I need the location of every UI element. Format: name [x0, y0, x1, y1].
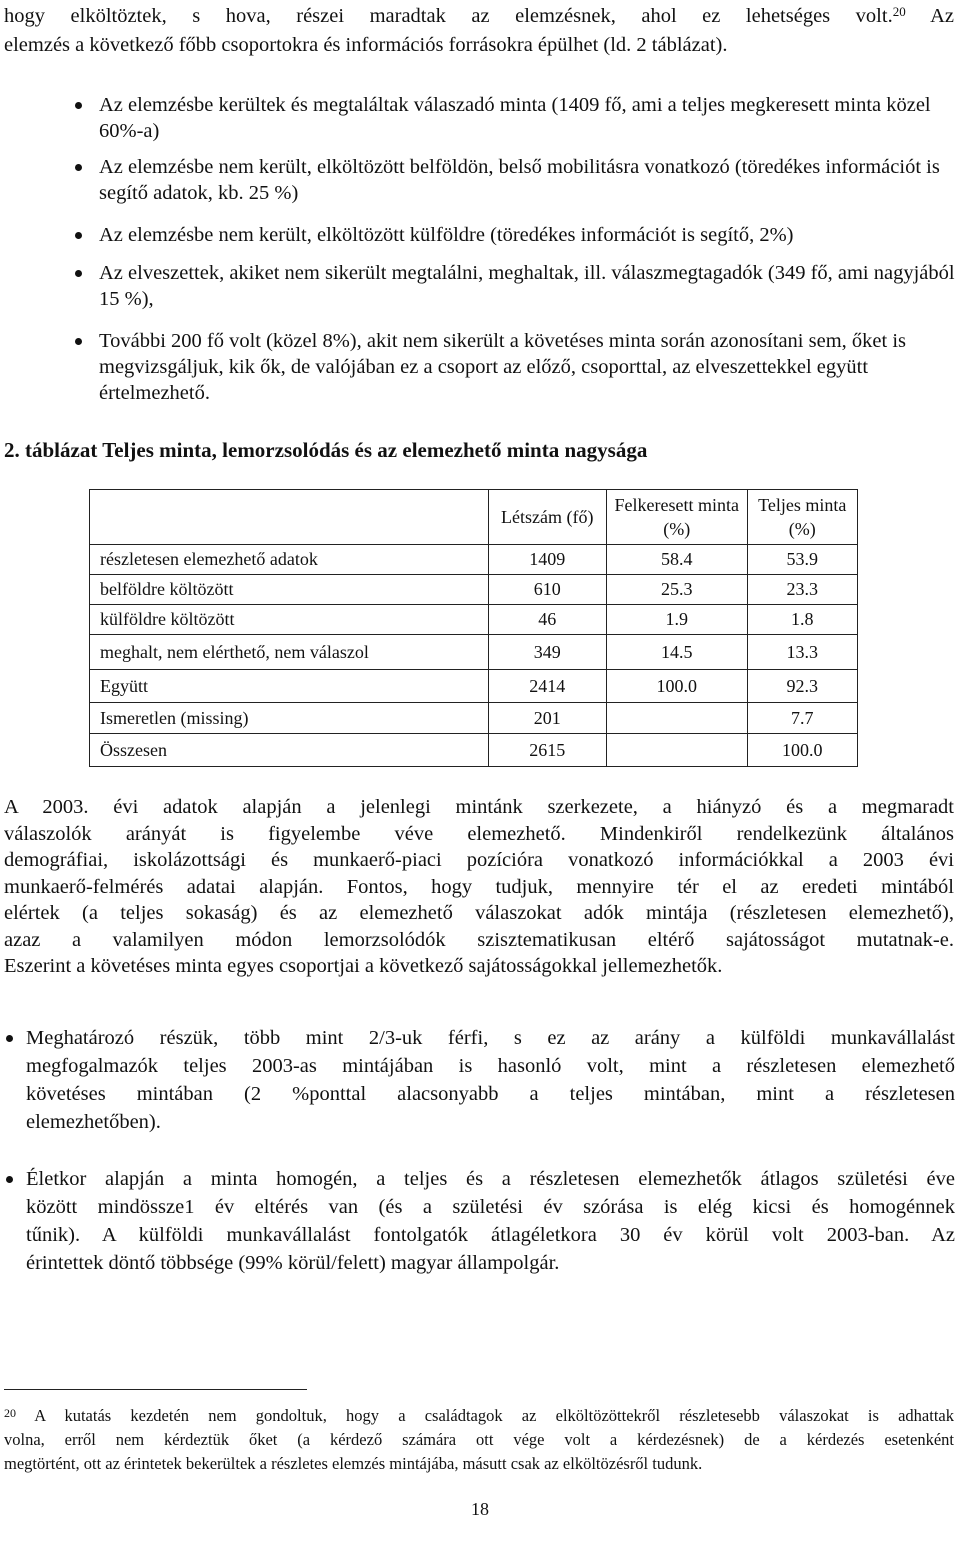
bullet-item: [99, 154, 955, 206]
intro-line-2: elemzés a következő főbb csoportokra és információs forrásokra épülhet (ld. 2 táblázat).: [4, 34, 728, 56]
intro-text: hogy elköltöztek, s hova, részei maradtak az elemzésnek, ahol ez lehetséges volt.: [4, 5, 893, 27]
intro-text-end: Az: [930, 5, 955, 27]
bullet-dot-icon: [6, 1035, 13, 1042]
table-cell: 13.3: [747, 635, 857, 670]
table-header-cell: [90, 490, 489, 545]
bullet-text: Az elemzésbe kerültek és megtaláltak válaszadó minta (1409 fő, ami a teljes megkeresett minta közel 60%-a): [99, 94, 931, 142]
bullet-text: Az elemzésbe nem került, elköltözött belföldön, belső mobilitásra vonatkozó (töredékes információt is segítő adatok, kb. 25 %): [99, 156, 940, 204]
table-header-cell: Teljes minta (%): [747, 490, 857, 545]
table-caption: 2. táblázat Teljes minta, lemorzsolódás és az elemezhető minta nagysága: [4, 438, 648, 462]
paragraph-line: azaz a valamilyen módon lemorzsolódók szisztematikusan eltérő sajátosságot mutatnak-e.: [4, 928, 954, 951]
table-cell: 46: [488, 605, 607, 635]
bullet-dot-icon: [6, 1176, 13, 1183]
table-cell-label: Összesen: [90, 734, 489, 767]
table-cell: 53.9: [747, 545, 857, 575]
table-cell: 349: [488, 635, 607, 670]
footnote-ref[interactable]: 20: [892, 4, 906, 19]
bullet-line: érintettek döntő többsége (99% körül/felett) magyar állampolgár.: [26, 1252, 560, 1274]
table-cell: 610: [488, 575, 607, 605]
bullet-item: [99, 260, 955, 312]
table-row: [90, 575, 858, 605]
bullet-item: [99, 328, 955, 406]
bullet-line: megfogalmazók teljes 2003-as mintájában is hasonló volt, mint a részletesen elemezhető: [26, 1055, 955, 1077]
table-row: [90, 605, 858, 635]
table-cell: 100.0: [607, 670, 748, 703]
bullet-dot-icon: [75, 270, 82, 277]
paragraph-line: demográfiai, iskolázottsági és munkaerő-piaci pozícióra vonatkozó információkkal a 2003 évi: [4, 849, 954, 871]
table-cell-label: belföldre költözött: [90, 575, 489, 605]
table-cell: 2615: [488, 734, 607, 767]
bullet-line: Életkor alapján a minta homogén, a teljes és a részletesen elemezhetők átlagos születési éve: [26, 1168, 955, 1190]
bullet-text: Az elveszettek, akiket nem sikerült megtalálni, meghaltak, ill. válaszmegtagadók (349 fő, ami nagyjából 15 %),: [99, 262, 955, 310]
footnote-line: megtörtént, ott az érintetek bekerültek a részletes elemzés mintájába, másutt csak az elköltözésről tudunk.: [4, 1454, 703, 1473]
table-row: [90, 635, 858, 670]
bullet-dot-icon: [75, 338, 82, 345]
footnote-line: A kutatás kezdetén nem gondoltuk, hogy a családtagok az elköltözöttekről részletesebb válaszokat is adhattak: [34, 1406, 955, 1425]
table-cell-label: Együtt: [90, 670, 489, 703]
table-cell: 7.7: [747, 703, 857, 734]
table-cell: 1.8: [747, 605, 857, 635]
bullet-line: követéses mintában (2 %ponttal alacsonyabb a teljes mintában, mint a részletesen: [26, 1083, 955, 1105]
bullet-item: [26, 1165, 955, 1277]
footnote: [4, 1404, 954, 1476]
table-cell: 100.0: [747, 734, 857, 767]
table-cell: 23.3: [747, 575, 857, 605]
table-header-row: [90, 490, 858, 545]
table-cell: 58.4: [607, 545, 748, 575]
table-cell: 92.3: [747, 670, 857, 703]
paragraph-line: munkaerő-felmérés adatai alapján. Fontos, hogy tudjuk, mennyire tér el az eredeti mintából: [4, 875, 954, 898]
bullet-text: Az elemzésbe nem került, elköltözött külföldre (töredékes információt is segítő, 2%): [99, 224, 794, 246]
table-cell: [607, 734, 748, 767]
page-number: 18: [471, 1499, 489, 1519]
table-cell-label: külföldre költözött: [90, 605, 489, 635]
table-cell: 1.9: [607, 605, 748, 635]
bullet-item: [99, 92, 955, 144]
table-row: [90, 703, 858, 734]
bullet-text: További 200 fő volt (közel 8%), akit nem sikerült a követéses minta során azonosítani sem, őket is megvizsgáljuk, kik ők, de valójában ez a csoport az előző, csoporttal, az elveszettekkel együtt értelmezhető.: [99, 330, 906, 404]
footnote-line: volna, erről nem kérdeztük őket (a kérdező számára ott vége volt a kérdezésnek) de a kérdezés esetenként: [4, 1430, 954, 1449]
table-row: [90, 734, 858, 767]
bullet-item: [26, 1024, 955, 1136]
table-row: [90, 545, 858, 575]
body-paragraph: [4, 794, 954, 980]
table-cell: 201: [488, 703, 607, 734]
table-cell: 14.5: [607, 635, 748, 670]
paragraph-line: elértek (a teljes sokaság) és az elemezhető válaszokat adók mintája (részletesen elemezhető),: [4, 902, 954, 924]
table-cell-label: részletesen elemezhető adatok: [90, 545, 489, 575]
table-cell-label: Ismeretlen (missing): [90, 703, 489, 734]
footnote-number: 20: [4, 1406, 16, 1420]
table-cell-label: meghalt, nem elérthető, nem válaszol: [90, 635, 489, 670]
paragraph-line: A 2003. évi adatok alapján a jelenlegi mintánk szerkezete, a hiányzó és a megmaradt: [4, 796, 954, 818]
footnote-divider: [4, 1389, 307, 1390]
table-cell: 1409: [488, 545, 607, 575]
table-row: [90, 670, 858, 703]
bullet-dot-icon: [75, 164, 82, 171]
bullet-dot-icon: [75, 232, 82, 239]
bullet-line: Meghatározó részük, több mint 2/3-uk férfi, s ez az arány a külföldi munkavállalást: [26, 1027, 955, 1049]
table-cell: 2414: [488, 670, 607, 703]
table-header-cell: Létszám (fő): [488, 490, 607, 545]
table-header-cell: Felkeresett minta (%): [607, 490, 748, 545]
bullet-item: [99, 222, 955, 248]
table-cell: [607, 703, 748, 734]
paragraph-line: Eszerint a követéses minta egyes csoportjai a következő sajátosságokkal jellemezhetők.: [4, 955, 723, 977]
paragraph-line: válaszolók arányát is figyelembe véve elemezhető. Mindenkiről rendelkezünk általános: [4, 822, 954, 845]
bullet-line: között mindössze1 év eltérés van (és a születési év szórása is elég kicsi és homogénnek: [26, 1196, 955, 1218]
table-cell: 25.3: [607, 575, 748, 605]
bullet-dot-icon: [75, 102, 82, 109]
sample-table: [89, 489, 858, 767]
intro-line-1: [4, 4, 954, 28]
bullet-line: elemezhetőben).: [26, 1111, 161, 1133]
bullet-line: tűnik). A külföldi munkavállalást fontolgatók átlagéletkora 30 év körül volt 2003-ban. Az: [26, 1224, 955, 1246]
